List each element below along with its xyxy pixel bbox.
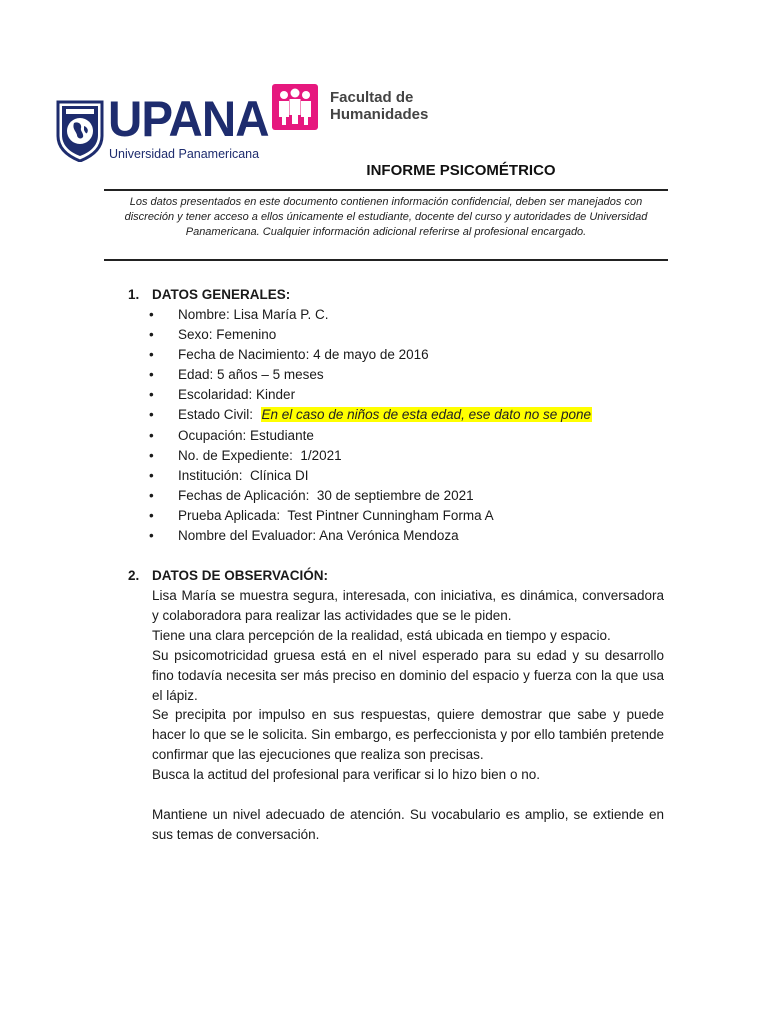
list-item: • Edad: 5 años – 5 meses <box>128 365 664 385</box>
upana-subtitle: Universidad Panamericana <box>109 147 260 161</box>
list-item: • Fecha de Nacimiento: 4 de mayo de 2016 <box>128 345 664 365</box>
list-item: • Institución: Clínica DI <box>128 466 664 486</box>
paragraph: Mantiene un nivel adecuado de atención. Su vocabulario es amplio, se extiende en sus temas de conversación. <box>152 806 664 842</box>
upana-crest-icon <box>56 100 104 162</box>
confidentiality-notice <box>104 189 668 261</box>
highlighted-note: En el caso de niños de esta edad, ese dato no se pone <box>261 407 592 423</box>
list-item: • No. de Expediente: 1/2021 <box>128 446 664 466</box>
list-item: • Estado Civil: En el caso de niños de esta edad, ese dato no se pone <box>128 405 664 425</box>
bullet-icon: • <box>149 347 154 363</box>
paragraph: Se precipita por impulso en sus respuestas, quiere demostrar que sabe y puede hacer lo que se le solicita. Sin embargo, es perfeccionista y por ello también pretende confirmar que las ejecuciones que realiza son precisas. <box>152 707 664 763</box>
bullet-icon: • <box>149 467 154 483</box>
faculty-line-1: Facultad de <box>330 89 414 106</box>
observation-body <box>128 586 664 845</box>
paragraph: Su psicomotricidad gruesa está en el nivel esperado para su edad y su desarrollo fino todavía necesita ser más preciso en dominio del espacio y fuerza con la que usa el lápiz. <box>152 647 664 703</box>
list-item: • Ocupación: Estudiante <box>128 426 664 446</box>
general-data-list <box>128 305 664 546</box>
paragraph: Tiene una clara percepción de la realidad, está ubicada en tiempo y espacio. <box>152 627 611 643</box>
list-item: • Sexo: Femenino <box>128 325 664 345</box>
notice-text: Los datos presentados en este documento contienen información confidencial, deben ser manejados con discreción y tener acceso a ellos únicamente el estudiante, docente del curso y autoridades de Universidad Panamericana. Cualquier información adicional referirse al profesional encargado. <box>124 196 648 238</box>
paragraph: Lisa María se muestra segura, interesada, con iniciativa, es dinámica, conversadora y colaboradora para realizar las actividades que se le piden. <box>152 588 664 623</box>
section-number: 2. <box>128 568 140 583</box>
upana-wordmark: UPANA <box>108 91 269 147</box>
faculty-name <box>330 89 428 123</box>
bullet-icon: • <box>149 327 154 343</box>
section-heading <box>128 285 664 305</box>
list-item: • Nombre: Lisa María P. C. <box>128 305 664 325</box>
bullet-icon: • <box>149 427 154 443</box>
faculty-line-2: Humanidades <box>330 106 429 123</box>
people-icon <box>272 84 318 130</box>
document-title: INFORME PSICOMÉTRICO <box>366 162 556 179</box>
upana-logo <box>56 91 269 162</box>
section-title: DATOS DE OBSERVACIÓN: <box>152 568 329 583</box>
section-datos-generales <box>128 285 664 546</box>
bullet-icon: • <box>149 528 154 544</box>
section-number: 1. <box>128 287 140 302</box>
faculty-logo <box>272 84 442 132</box>
list-item: • Escolaridad: Kinder <box>128 385 664 405</box>
paragraph: Busca la actitud del profesional para verificar si lo hizo bien o no. <box>152 767 540 783</box>
bullet-icon: • <box>149 387 154 403</box>
bullet-icon: • <box>149 307 154 322</box>
bullet-icon: • <box>149 507 154 523</box>
section-title: DATOS GENERALES: <box>152 287 291 302</box>
bullet-icon: • <box>149 447 154 463</box>
section-datos-observacion <box>128 566 664 845</box>
bullet-icon: • <box>149 407 154 423</box>
list-item: • Fechas de Aplicación: 30 de septiembre de 2021 <box>128 486 664 506</box>
list-item: • Nombre del Evaluador: Ana Verónica Mendoza <box>128 526 664 546</box>
bullet-icon: • <box>149 367 154 383</box>
list-item: • Prueba Aplicada: Test Pintner Cunningham Forma A <box>128 506 664 526</box>
bullet-icon: • <box>149 487 154 503</box>
section-heading <box>128 566 664 586</box>
